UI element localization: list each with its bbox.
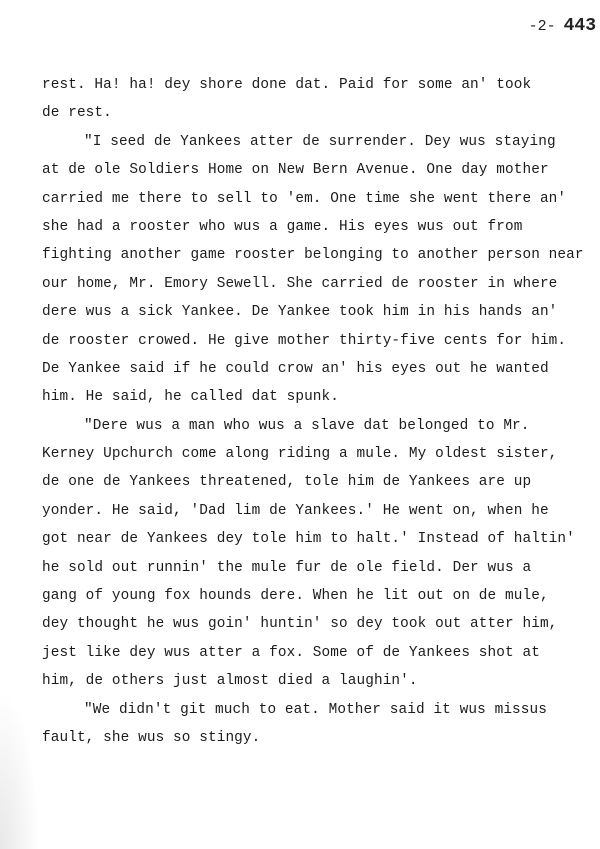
text-line: de one de Yankees threatened, tole him de Yankees are up bbox=[42, 474, 532, 491]
text-line: at de ole Soldiers Home on New Bern Avenue. One day mother bbox=[42, 162, 549, 179]
text-line: de rooster crowed. He give mother thirty-five cents for him. bbox=[42, 332, 567, 349]
text-line: "I seed de Yankees atter de surrender. Dey wus staying bbox=[84, 133, 556, 150]
text-line: "We didn't git much to eat. Mother said it wus missus bbox=[84, 701, 547, 718]
text-line: fault, she wus so stingy. bbox=[42, 729, 261, 746]
text-line: de rest. bbox=[42, 105, 112, 122]
scan-smudge bbox=[0, 689, 40, 849]
text-line: rest. Ha! ha! dey shore done dat. Paid for some an' took bbox=[42, 77, 532, 93]
text-line: yonder. He said, 'Dad lim de Yankees.' He went on, when he bbox=[42, 502, 549, 519]
text-line: Kerney Upchurch come along riding a mule. My oldest sister, bbox=[42, 446, 558, 463]
text-line: she had a rooster who wus a game. His eyes wus out from bbox=[42, 218, 523, 235]
section-number: -2- bbox=[528, 18, 556, 35]
text-line: him. He said, he called dat spunk. bbox=[42, 389, 340, 406]
page-number-header bbox=[529, 16, 596, 36]
text-line: gang of young fox hounds dere. When he lit out on de mule, bbox=[42, 588, 549, 605]
text-line: him, de others just almost died a laughin'. bbox=[42, 673, 418, 690]
body-text bbox=[42, 71, 584, 752]
text-line: fighting another game rooster belonging to another person near bbox=[42, 247, 584, 264]
text-line: dere wus a sick Yankee. De Yankee took him in his hands an' bbox=[42, 304, 558, 321]
text-line: carried me there to sell to 'em. One time she went there an' bbox=[42, 190, 567, 207]
text-line: our home, Mr. Emory Sewell. She carried de rooster in where bbox=[42, 275, 558, 292]
text-line: "Dere wus a man who wus a slave dat belonged to Mr. bbox=[84, 417, 530, 434]
text-line: dey thought he wus goin' huntin' so dey took out atter him, bbox=[42, 616, 558, 633]
text-line: De Yankee said if he could crow an' his eyes out he wanted bbox=[42, 360, 549, 377]
text-line: got near de Yankees dey tole him to halt.' Instead of haltin' bbox=[42, 531, 575, 548]
page-number: 443 bbox=[563, 16, 596, 36]
text-line: he sold out runnin' the mule fur de ole field. Der wus a bbox=[42, 559, 532, 576]
text-line: jest like dey wus atter a fox. Some of de Yankees shot at bbox=[42, 644, 540, 661]
